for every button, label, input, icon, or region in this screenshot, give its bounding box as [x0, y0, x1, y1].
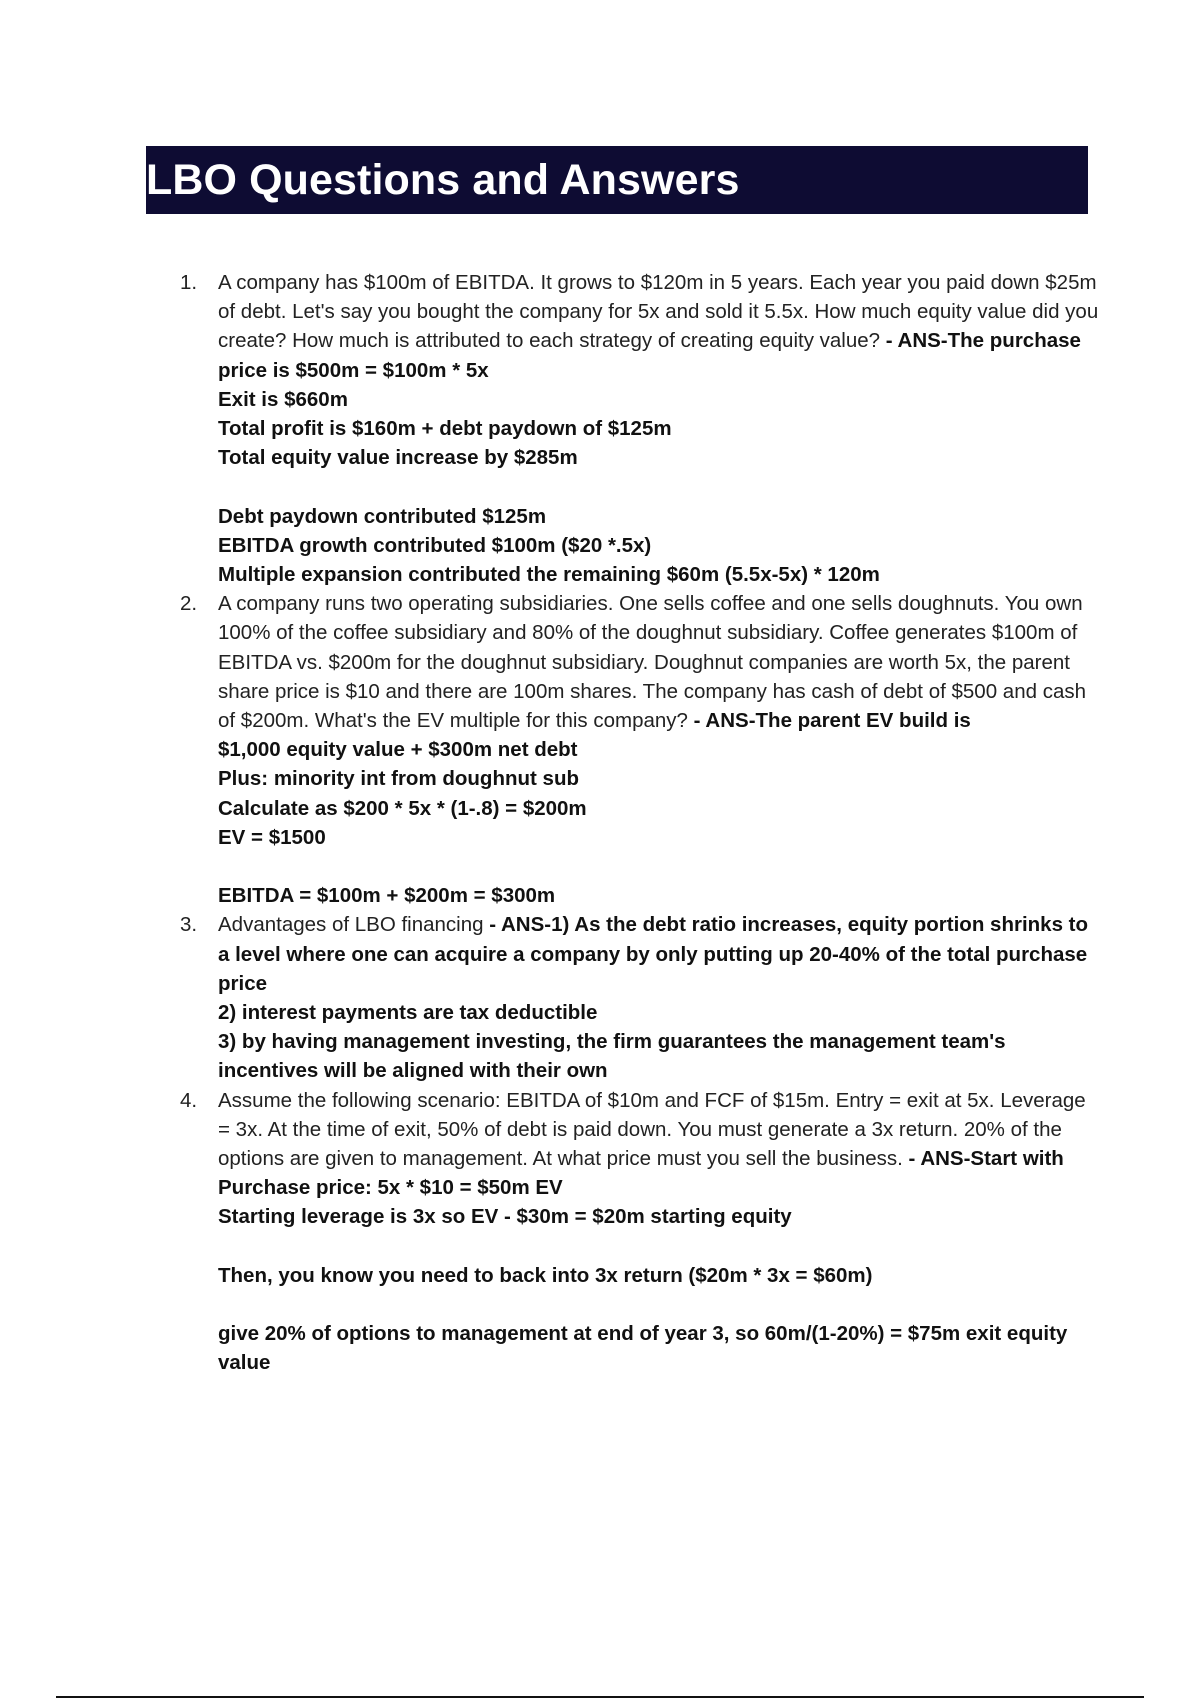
item-number: 2. — [180, 592, 198, 616]
answer-line: 2) interest payments are tax deductible — [218, 1001, 598, 1025]
answer-line: Plus: minority int from doughnut sub — [218, 767, 579, 791]
answer-line: give 20% of options to management at end of year 3, so 60m/(1-20%) = $75m exit equity value — [218, 1322, 1068, 1375]
item-number: 1. — [180, 271, 198, 294]
answer-line: Calculate as $200 * 5x * (1-.8) = $200m — [218, 796, 587, 820]
answer-line: EBITDA = $100m + $200m = $300m — [218, 884, 556, 908]
blank-line — [218, 1290, 1100, 1319]
title-banner — [146, 146, 1088, 214]
qa-item — [180, 589, 1100, 910]
blank-line — [218, 472, 1100, 501]
answer-line: Multiple expansion contributed the remaining $60m (5.5x-5x) * 120m — [218, 563, 880, 587]
qa-list — [180, 268, 1100, 1378]
answer-text: - ANS-Start with Purchase price: 5x * $10 = $50m EV — [218, 1147, 1064, 1200]
qa-item — [180, 1086, 1100, 1378]
question-text: Advantages of LBO financing — [218, 913, 484, 937]
answer-line: EV = $1500 — [218, 825, 326, 849]
item-number: 4. — [180, 1088, 198, 1112]
question-text: A company runs two operating subsidiaries. One sells coffee and one sells doughnuts. You own 100% of the coffee subsidiary and 80% of the doughnut subsidiary. Coffee generates $100m of EBITDA vs. $200m for the doughnut subsidiary. Doughnut companies are worth 5x, the parent share price is $10 and there are 100m shares. The company has cash of debt of $500 and cash of $200m. What's the EV multiple for this company? — [218, 592, 1086, 733]
answer-text: - ANS-1) As the debt ratio increases, equity portion shrinks to a level where one can acquire a company by only putting up 20-40% of the total purchase price — [218, 913, 1089, 995]
answer-line: Starting leverage is 3x so EV - $30m = $20m starting equity — [218, 1205, 792, 1229]
blank-line — [218, 1232, 1100, 1261]
answer-line: Debt paydown contributed $125m — [218, 504, 547, 528]
answer-line: Total profit is $160m + debt paydown of $125m — [218, 417, 672, 441]
answer-text: - ANS-The purchase price is $500m = $100m * 5x — [218, 329, 1081, 382]
question-text: Assume the following scenario: EBITDA of $10m and FCF of $15m. Entry = exit at 5x. Leverage = 3x. At the time of exit, 50% of debt is paid down. You must generate a 3x return. 20% of the options are given to management. At what price must you sell the business. — [218, 1088, 1086, 1171]
answer-line: 3) by having management investing, the firm guarantees the management team's incentives will be aligned with their own — [218, 1030, 1006, 1083]
answer-text: - ANS-The parent EV build is — [687, 709, 971, 733]
answer-line: Exit is $660m — [218, 387, 348, 411]
footer-divider — [56, 1696, 1144, 1698]
qa-item — [180, 910, 1100, 1085]
page-title: LBO Questions and Answers — [146, 156, 740, 204]
answer-line: EBITDA growth contributed $100m ($20 *.5x) — [218, 533, 652, 557]
question-text: A company has $100m of EBITDA. It grows to $120m in 5 years. Each year you paid down $25m of debt. Let's say you bought the company for 5x and sold it 5.5x. How much equity value did you create? How much is attributed to each strategy of creating equity value? — [218, 271, 1099, 353]
item-number: 3. — [180, 913, 198, 937]
blank-line — [218, 852, 1100, 881]
qa-item — [180, 268, 1100, 589]
qa-content — [180, 268, 1100, 1378]
answer-line: Total equity value increase by $285m — [218, 446, 578, 470]
answer-line: $1,000 equity value + $300m net debt — [218, 738, 578, 762]
answer-line: Then, you know you need to back into 3x return ($20m * 3x = $60m) — [218, 1263, 873, 1287]
